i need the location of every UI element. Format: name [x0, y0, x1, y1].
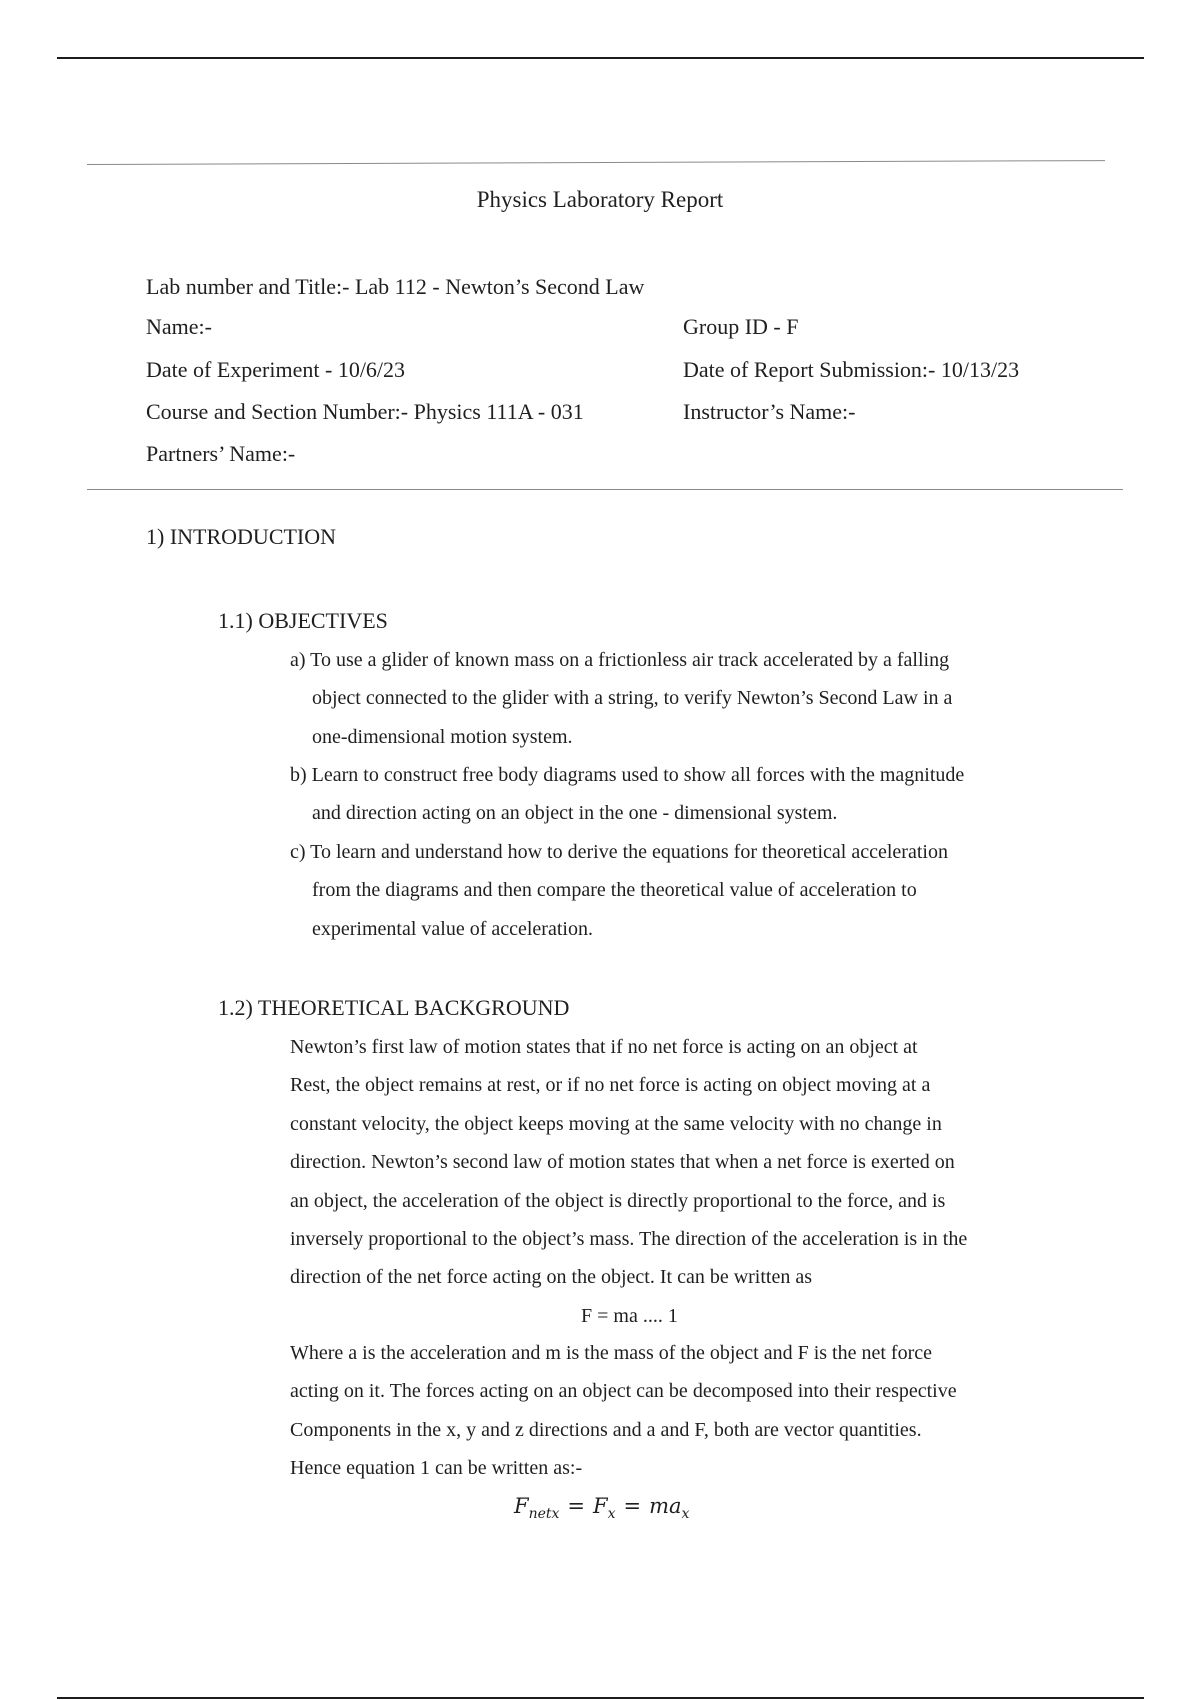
background-paragraph-2 — [290, 1334, 1050, 1488]
equation-2-mid-subscript: x — [607, 1506, 616, 1522]
header-bottom-rule — [87, 489, 1123, 490]
objective-b-line-1: b) Learn to construct free body diagrams used to show all forces with the magnitude — [290, 764, 965, 786]
objectives-heading: 1.1) OBJECTIVES — [218, 608, 388, 633]
objective-a-line-3: one-dimensional motion system. — [312, 725, 573, 748]
course-section: Course and Section Number:- Physics 111A - 031 — [146, 399, 584, 424]
background-paragraph-1 — [290, 1028, 1050, 1297]
instructor-name: Instructor’s Name:- — [683, 399, 856, 424]
lab-title: Lab number and Title:- Lab 112 - Newton’s Second Law — [146, 274, 645, 299]
objective-a — [290, 641, 1050, 756]
equals-sign: = — [623, 1494, 642, 1518]
theoretical-background-heading: 1.2) THEORETICAL BACKGROUND — [218, 995, 570, 1020]
equation-2-rhs: ma — [649, 1494, 682, 1518]
objective-a-line-1: a) To use a glider of known mass on a frictionless air track accelerated by a falling — [290, 649, 950, 671]
background-line: Where a is the acceleration and m is the mass of the object and F is the net force — [290, 1342, 932, 1364]
report-title: Physics Laboratory Report — [476, 187, 724, 212]
background-line: direction of the net force acting on the object. It can be written as — [290, 1266, 813, 1289]
objective-b — [290, 756, 1050, 833]
equation-2 — [514, 1496, 689, 1521]
background-line: Hence equation 1 can be written as:- — [290, 1457, 583, 1480]
date-of-experiment: Date of Experiment - 10/6/23 — [146, 357, 406, 382]
objective-b-line-2: and direction acting on an object in the one - dimensional system. — [312, 802, 838, 825]
objective-c-line-1: c) To learn and understand how to derive the equations for theoretical acceleration — [290, 841, 948, 863]
background-line: Components in the x, y and z directions and a and F, both are vector quantities. — [290, 1418, 922, 1441]
student-name: Name:- — [146, 314, 212, 339]
objective-c — [290, 833, 1050, 948]
equation-2-rhs-subscript: x — [681, 1506, 690, 1522]
date-of-submission: Date of Report Submission:- 10/13/23 — [683, 357, 1020, 382]
group-id: Group ID - F — [683, 314, 799, 339]
introduction-heading: 1) INTRODUCTION — [146, 524, 337, 549]
objective-c-line-3: experimental value of acceleration. — [312, 917, 593, 940]
background-line: inversely proportional to the object’s mass. The direction of the acceleration is in the — [290, 1228, 968, 1251]
equation-1: F = ma .... 1 — [581, 1305, 678, 1327]
background-line: acting on it. The forces acting on an object can be decomposed into their respective — [290, 1380, 957, 1403]
header-top-rule — [87, 160, 1105, 165]
equals-sign: = — [567, 1494, 586, 1518]
objective-a-line-2: object connected to the glider with a string, to verify Newton’s Second Law in a — [312, 687, 953, 710]
equation-2-mid: F — [593, 1494, 608, 1518]
equation-2-lhs-subscript: netx — [528, 1506, 560, 1522]
background-line: an object, the acceleration of the object is directly proportional to the force, and is — [290, 1189, 946, 1212]
partners-name: Partners’ Name:- — [146, 441, 296, 466]
background-line: direction. Newton’s second law of motion states that when a net force is exerted on — [290, 1151, 955, 1174]
objective-c-line-2: from the diagrams and then compare the theoretical value of acceleration to — [312, 879, 917, 902]
page-bottom-rule — [57, 1697, 1144, 1699]
background-line: Rest, the object remains at rest, or if no net force is acting on object moving at a — [290, 1074, 931, 1097]
background-line: constant velocity, the object keeps moving at the same velocity with no change in — [290, 1112, 942, 1135]
page-top-rule — [57, 57, 1144, 59]
background-line: Newton’s first law of motion states that if no net force is acting on an object at — [290, 1036, 918, 1058]
equation-2-lhs: F — [514, 1494, 529, 1518]
